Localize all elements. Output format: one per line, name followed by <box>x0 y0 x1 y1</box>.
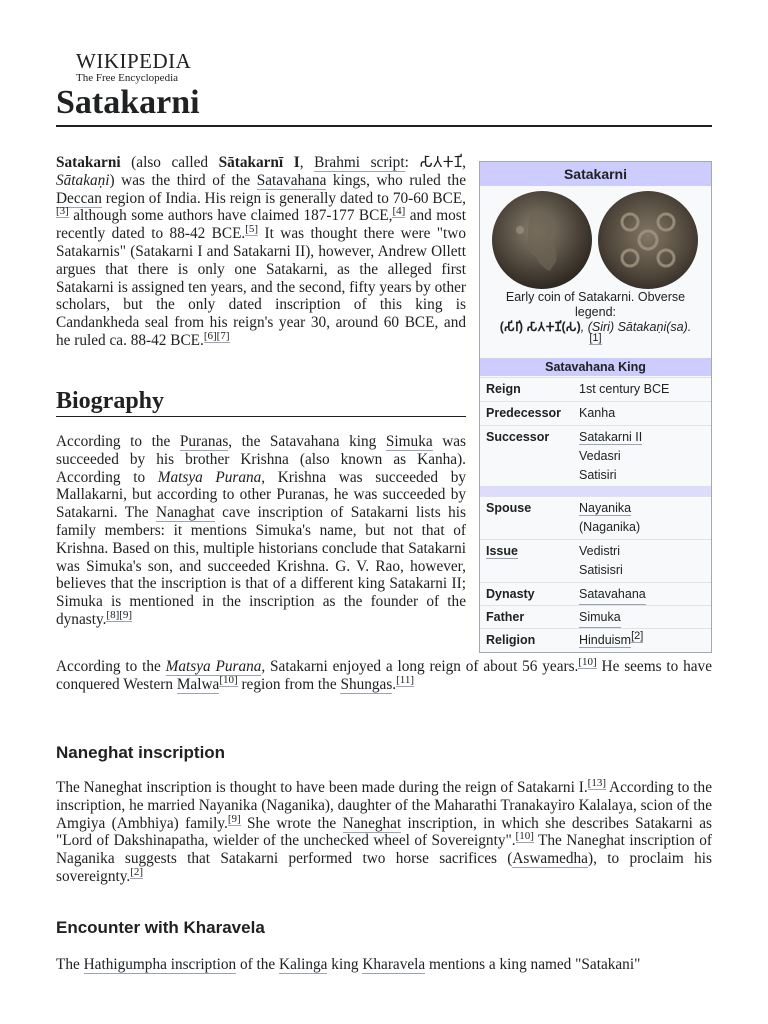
row-religion: Religion Hinduism[2] <box>480 628 711 652</box>
biography-paragraph-2: According to the Matsya Purana, Satakarni enjoyed a long reign of about 56 years.[10] He seems to have conquered Western Malwa[10] region from the Shungas.[11] <box>56 655 712 693</box>
row-successor: Successor Satakarni II Vedasri Satisiri <box>480 425 711 486</box>
row-father: Father Simuka <box>480 605 711 629</box>
brahmi-text: 𑀲𑀸𑀢𑀓𑀡𑀺 <box>419 154 463 171</box>
ref-10c[interactable]: [10] <box>515 830 534 843</box>
biography-divider <box>56 416 466 417</box>
satavahana-link[interactable]: Satavahana <box>256 171 327 189</box>
coin-image[interactable] <box>490 190 700 290</box>
shungas-link[interactable]: Shungas <box>340 675 393 693</box>
biography-heading: Biography <box>56 388 165 414</box>
infobox-section-header: Satavahana King <box>480 358 711 376</box>
puranas-link[interactable]: Puranas <box>179 433 229 450</box>
intro-paragraph: Satakarni (also called Sātakarnī I, Brahmi script: 𑀲𑀸𑀢𑀓𑀡𑀺, Sātakaṇi) was the third of the Satavahana kings, who ruled the Deccan region of India. His reign is generally dated to 70-60 BCE,[3] although some authors have claimed 187-177 BCE,[4] and most recently dated to 88-42 BCE.[5] It was thought there were "two Satakarnis" (Satakarni I and Satakarni II), however, Andrew Ollett argues that there is only one Satakarni, as the alleged first Satakarni is assigned ten years, and the second, fifty years by other scholars, but the only dated inscription of this king is Candankheda seal from his reign's year 30, around 60 BCE, and he ruled ca. 88-42 BCE.[6][7] <box>56 154 466 349</box>
malwa-link[interactable]: Malwa <box>176 675 220 693</box>
naneghat-paragraph: The Naneghat inscription is thought to have been made during the reign of Satakarni I.[13] According to the inscription, he married Nayanika (Naganika), daughter of the Maharathi Tranakayiro Kalalaya, scion of the Amgiya (Ambhiya) family.[9] She wrote the Naneghat inscription, in which she describes Satakarni as "Lord of Dakshinapatha, wielder of the unchecked wheel of Sovereignty".[10] The Naneghat inscription of Naganika suggests that Satakarni performed two horse sacrifices (Aswamedha), to proclaim his sovereignty.[2] <box>56 776 713 885</box>
infobox-title: Satakarni <box>480 162 711 186</box>
spouse-link[interactable]: Nayanika <box>579 501 632 515</box>
logo-tagline: The Free Encyclopedia <box>76 72 179 84</box>
naneghat-link[interactable]: Naneghat <box>342 814 402 832</box>
row-spouse: Spouse Nayanika (Naganika) <box>480 496 711 540</box>
ref-10[interactable]: [10] <box>578 655 597 668</box>
kharavela-paragraph: The Hathigumpha inscription of the Kalinga king Kharavela mentions a king named "Satakani" <box>56 956 641 973</box>
ref-10b[interactable]: [10] <box>219 673 238 686</box>
ref-3[interactable]: [3] <box>56 205 69 218</box>
deccan-link[interactable]: Deccan <box>56 189 102 207</box>
kharavela-link[interactable]: Kharavela <box>362 956 426 973</box>
aswamedha-link[interactable]: Aswamedha <box>512 850 588 868</box>
kharavela-heading: Encounter with Kharavela <box>56 918 265 937</box>
row-reign: Reign 1st century BCE <box>480 377 711 402</box>
matsya-purana-link[interactable]: Matsya Purana <box>165 658 262 675</box>
issue-link[interactable]: Issue <box>486 544 518 558</box>
ref-6[interactable]: [6] <box>203 329 217 342</box>
title-divider <box>56 125 712 127</box>
father-link[interactable]: Simuka <box>579 608 621 628</box>
logo-wordmark: WIKIPEDIA <box>76 49 192 73</box>
ref-2b[interactable]: [2] <box>631 629 644 642</box>
ref-9b[interactable]: [9] <box>227 812 241 825</box>
dynasty-link[interactable]: Satavahana <box>579 585 646 605</box>
successor-link-1[interactable]: Satakarni II <box>579 430 643 444</box>
ref-2[interactable]: [2] <box>130 865 144 878</box>
ref-8[interactable]: [8] <box>106 608 120 621</box>
infobox-band <box>480 486 711 496</box>
simuka-link[interactable]: Simuka <box>385 433 433 450</box>
ref-11[interactable]: [11] <box>396 673 415 686</box>
row-dynasty: Dynasty Satavahana <box>480 582 711 606</box>
kalinga-link[interactable]: Kalinga <box>279 956 328 973</box>
brahmi-script-link[interactable]: Brahmi script <box>314 154 405 171</box>
page-title: Satakarni <box>56 84 200 121</box>
coin-caption: Early coin of Satakarni. Obverse legend: (𑀲𑀺𑀭𑀺) 𑀲𑀸𑀢𑀓𑀡𑀺(𑀲), (Siri) Sātakaṇi(sa). [1] <box>499 290 692 344</box>
ref-1[interactable]: [1] <box>589 331 602 344</box>
row-issue: Issue Vedistri Satisisri <box>480 539 711 583</box>
nanaghat-link[interactable]: Nanaghat <box>156 504 215 522</box>
ref-13[interactable]: [13] <box>587 776 606 789</box>
ref-9[interactable]: [9] <box>119 608 133 621</box>
ref-4[interactable]: [4] <box>392 205 406 218</box>
wikipedia-logo[interactable] <box>76 50 191 84</box>
naneghat-heading: Naneghat inscription <box>56 743 226 762</box>
infobox <box>479 161 712 653</box>
ref-5[interactable]: [5] <box>245 223 259 236</box>
hathigumpha-link[interactable]: Hathigumpha inscription <box>83 956 237 973</box>
biography-paragraph-1: According to the Puranas, the Satavahana king Simuka was succeeded by his brother Krishna (also known as Kanha). According to Matsya Purana, Krishna was succeeded by Mallakarni, but according to other Puranas, he was succeeded by Satakarni. The Nanaghat cave inscription of Satakarni lists his family members: it mentions Simuka's name, but not that of Krishna. Based on this, multiple historians conclude that Satakarni was Simuka's son, and succeeded Krishna. G. V. Rao, however, believes that the inscription is that of a different king Satakarni II; Simuka is mentioned in the inscription as the founder of the dynasty.[8][9] <box>56 433 467 628</box>
row-predecessor: Predecessor Kanha <box>480 401 711 426</box>
religion-link[interactable]: Hinduism <box>579 633 632 647</box>
ref-7[interactable]: [7] <box>216 329 230 342</box>
